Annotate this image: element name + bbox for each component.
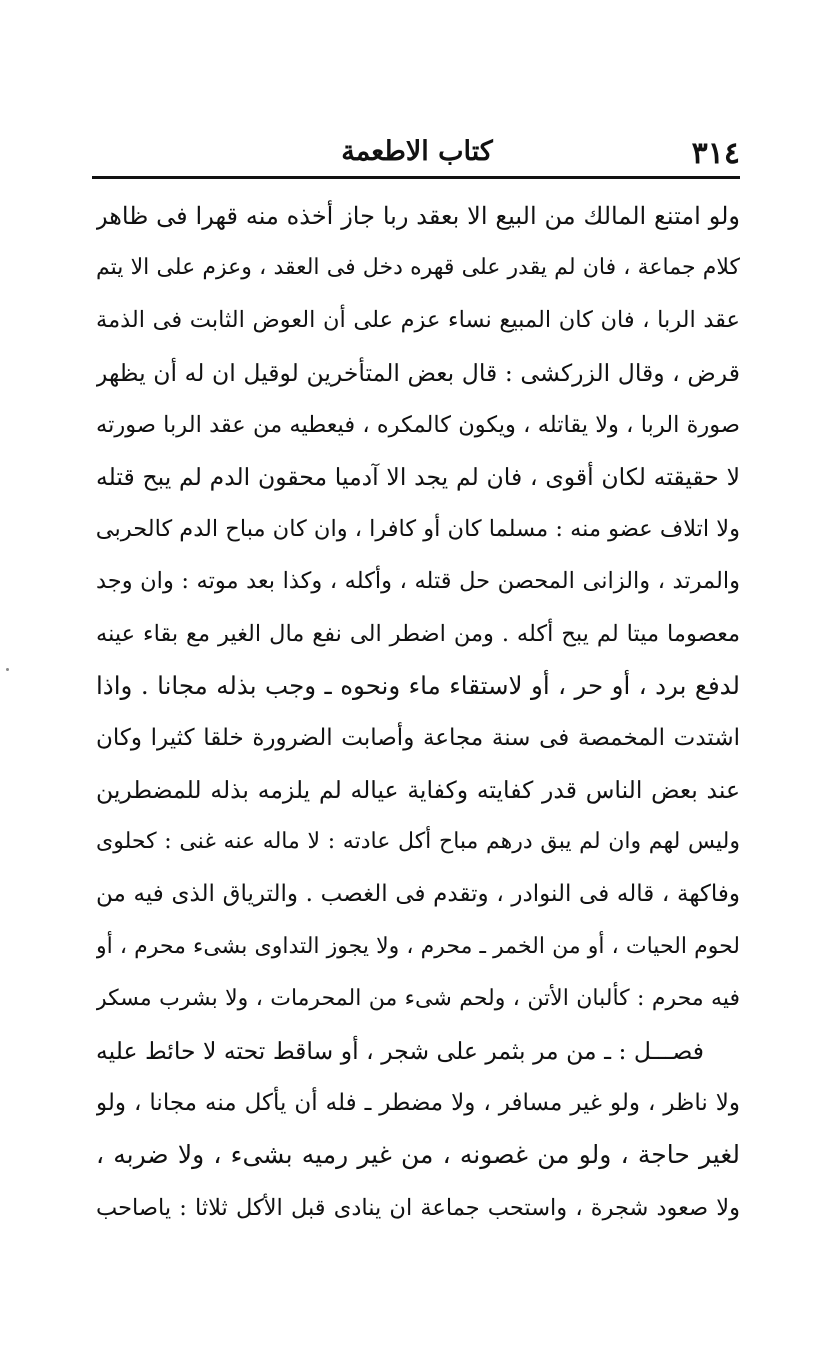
text-line: وفاكهة ، قاله فى النوادر ، وتقدم فى الغصب . والترياق الذى فيه من [96,881,740,908]
text-line: كلام جماعة ، فان لم يقدر على قهره دخل فى العقد ، وعزم على الا يتم [96,255,740,281]
text-line: صورة الربا ، ولا يقاتله ، ويكون كالمكره ، فيعطيه من عقد الربا صورته [96,411,740,438]
text-line: ولا صعود شجرة ، واستحب جماعة ان ينادى قبل الأكل ثلاثا : ياصاحب [96,1194,740,1221]
body-text [96,190,740,1234]
text-line: ولو امتنع المالك من البيع الا بعقد ربا جاز أخذه منه قهرا فى ظاهر [96,202,740,230]
text-line: لغير حاجة ، ولو من غصونه ، من غير رميه بشىء ، ولا ضربه ، [96,1140,740,1170]
text-line: وليس لهم وان لم يبق درهم مباح أكل عادته : لا ماله عنه غنى : كحلوى [96,829,740,855]
scan-speck [6,668,9,671]
text-line: فيه محرم : كألبان الأتن ، ولحم شىء من المحرمات ، ولا بشرب مسكر [96,985,740,1011]
text-line: ولا ناظر ، ولو غير مسافر ، ولا مضطر ـ فله أن يأكل منه مجانا ، ولو [96,1090,740,1117]
text-line: معصوما ميتا لم يبح أكله . ومن اضطر الى نفع مال الغير مع بقاء عينه [96,620,740,647]
running-title: كتاب الاطعمة [341,136,493,167]
text-line: لا حقيقته لكان أقوى ، فان لم يجد الا آدميا محقون الدم لم يبح قتله [96,462,740,491]
text-line: اشتدت المخمصة فى سنة مجاعة وأصابت الضرورة خلقا كثيرا وكان [96,724,740,751]
page-header [94,130,740,174]
text-line: لحوم الحيات ، أو من الخمر ـ محرم ، ولا يجوز التداوى بشىء محرم ، أو [96,933,740,959]
header-rule [92,176,740,179]
text-line: ولا اتلاف عضو منه : مسلما كان أو كافرا ، وان كان مباح الدم كالحربى [96,516,740,543]
text-line: عقد الربا ، فان كان المبيع نساء عزم على أن العوض الثابت فى الذمة [96,307,740,334]
page-number: ٣١٤ [691,136,740,171]
text-line: قرض ، وقال الزركشى : قال بعض المتأخرين لوقيل ان له أن يظهر [96,358,740,387]
section-heading-line: فصـــل : ـ من مر بثمر على شجر ، أو ساقط تحته لا حائط عليه [96,1037,704,1065]
text-line: والمرتد ، والزانى المحصن حل قتله ، وأكله ، وكذا بعد موته : وان وجد [96,568,740,595]
text-line: عند بعض الناس قدر كفايته وكفاية عياله لم يلزمه بذله للمضطرين [96,776,740,805]
text-line: لدفع برد ، أو حر ، أو لاستقاء ماء ونحوه ـ وجب بذله مجانا . واذا [96,670,740,700]
